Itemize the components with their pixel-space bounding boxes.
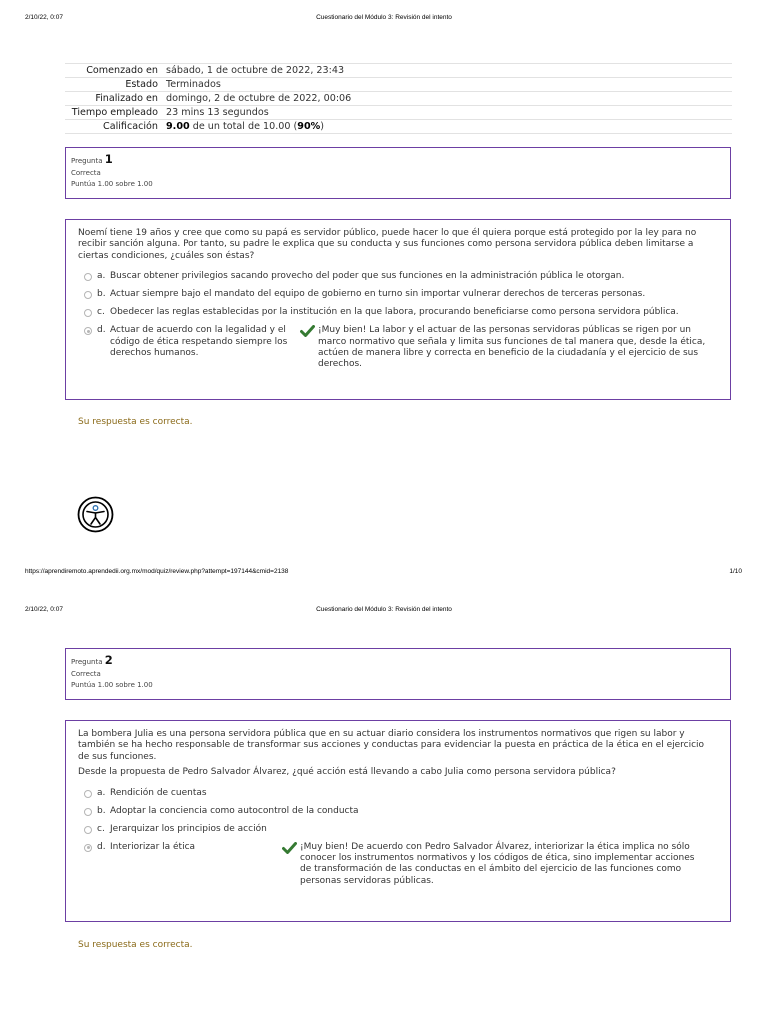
- option-text: Adoptar la conciencia como autocontrol de la conducta: [110, 805, 359, 816]
- question-grade: Puntúa 1.00 sobre 1.00: [71, 180, 153, 188]
- option-feedback: ¡Muy bien! La labor y el actuar de las personas servidoras públicas se rigen por un marco normativo que señala y limita sus funciones de tal manera que, desde la ética, actúen de manera libre y correcta en beneficio de la ciudadanía y el ejercicio de sus derechos.: [318, 325, 706, 370]
- summary-label: Estado: [125, 79, 158, 90]
- question-1-content: [65, 219, 731, 400]
- answer-options: [78, 271, 718, 371]
- question-text-paragraph: Desde la propuesta de Pedro Salvador Álvarez, ¿qué acción está llevando a cabo Julia como persona servidora pública?: [78, 767, 616, 778]
- summary-row: [65, 92, 732, 106]
- answer-option-a[interactable]: [78, 271, 718, 289]
- checkmark-icon: [296, 325, 318, 339]
- answer-option-d[interactable]: [78, 325, 718, 371]
- radio-button[interactable]: [84, 273, 92, 281]
- grade-score: 9.00: [166, 121, 190, 132]
- print-date: 2/10/22, 0:07: [25, 606, 63, 613]
- print-page-number: 1/10: [729, 568, 742, 575]
- result-text: Su respuesta es correcta.: [78, 940, 193, 950]
- question-text: [78, 729, 718, 779]
- answer-option-c[interactable]: [78, 307, 718, 325]
- summary-row-grade: [65, 120, 732, 134]
- option-text: Buscar obtener privilegios sacando provecho del poder que sus funciones en la administración pública le otorgan.: [110, 271, 625, 282]
- option-letter: c.: [97, 307, 105, 318]
- option-letter: c.: [97, 823, 105, 834]
- question-2-content: [65, 720, 731, 922]
- question-2-info: [65, 648, 731, 700]
- question-grade: Puntúa 1.00 sobre 1.00: [71, 681, 153, 689]
- radio-button[interactable]: [84, 826, 92, 834]
- grade-middle: de un total de 10.00 (: [192, 121, 298, 132]
- option-text: Actuar siempre bajo el mandato del equipo de gobierno en turno sin importar vulnerar derechos de terceras personas.: [110, 289, 646, 300]
- option-text: Jerarquizar los principios de acción: [110, 823, 267, 834]
- option-letter: d.: [97, 325, 106, 336]
- print-url: https://aprendiremoto.aprendedii.org.mx/mod/quiz/review.php?attempt=197144&cmid=2138: [25, 568, 289, 575]
- question-state: Correcta: [71, 169, 101, 177]
- radio-button[interactable]: [84, 790, 92, 798]
- question-1-info: [65, 147, 731, 199]
- question-number-value: 2: [104, 653, 113, 667]
- option-letter: b.: [97, 805, 106, 816]
- summary-label: Finalizado en: [95, 93, 158, 104]
- grade-end: ): [320, 121, 324, 132]
- question-number: [71, 653, 725, 667]
- option-letter: a.: [97, 787, 106, 798]
- attempt-summary-table: [65, 63, 732, 134]
- summary-value: sábado, 1 de octubre de 2022, 23:43: [166, 65, 345, 76]
- option-feedback: ¡Muy bien! De acuerdo con Pedro Salvador Álvarez, interiorizar la ética implica no sólo conocer los instrumentos normativos y los códigos de ética, sino implementar acciones de transformación de las conductas en el ámbito del ejercicio de las funciones como personas servidoras públicas.: [300, 841, 695, 886]
- radio-button[interactable]: [84, 309, 92, 317]
- option-letter: d.: [97, 841, 106, 852]
- checkmark-icon: [278, 842, 300, 856]
- question-number-value: 1: [104, 152, 113, 166]
- answer-option-d[interactable]: [78, 842, 718, 888]
- option-text: Interiorizar la ética: [110, 841, 196, 852]
- summary-row: [65, 64, 732, 78]
- option-letter: a.: [97, 271, 106, 282]
- summary-row: [65, 106, 732, 120]
- question-text-paragraph: La bombera Julia es una persona servidora pública que en su actuar diario considera los instrumentos normativos que rigen su labor y también se ha hecho responsable de transformar sus acciones y conductas para evidenciar la puesta en práctica de la ética en el ejercicio de sus funciones.: [78, 729, 705, 762]
- grade-value: [163, 120, 732, 134]
- option-text: Obedecer las reglas establecidas por la institución en la que labora, procurando beneficiarse como persona servidora pública.: [110, 307, 679, 318]
- option-letter: b.: [97, 289, 106, 300]
- question-number: [71, 152, 725, 166]
- answer-option-a[interactable]: [78, 788, 718, 806]
- option-text: Rendición de cuentas: [110, 787, 207, 798]
- answer-option-b[interactable]: [78, 806, 718, 824]
- question-state: Correcta: [71, 670, 101, 678]
- print-title: Cuestionario del Módulo 3: Revisión del intento: [316, 14, 452, 21]
- grade-label: Calificación: [103, 121, 158, 132]
- radio-button[interactable]: [84, 808, 92, 816]
- answer-option-c[interactable]: [78, 824, 718, 842]
- grade-percent: 90%: [297, 121, 321, 132]
- summary-value: 23 mins 13 segundos: [166, 107, 269, 118]
- radio-button-selected[interactable]: [84, 327, 92, 335]
- radio-button-selected[interactable]: [84, 844, 92, 852]
- summary-label: Tiempo empleado: [71, 107, 158, 118]
- summary-row: [65, 78, 732, 92]
- print-header: [0, 14, 768, 28]
- print-title: Cuestionario del Módulo 3: Revisión del intento: [316, 606, 452, 613]
- result-text: Su respuesta es correcta.: [78, 417, 193, 427]
- question-prefix: Pregunta: [71, 658, 103, 666]
- radio-button[interactable]: [84, 291, 92, 299]
- question-prefix: Pregunta: [71, 157, 103, 165]
- summary-value: domingo, 2 de octubre de 2022, 00:06: [166, 93, 352, 104]
- print-header: [0, 606, 768, 620]
- answer-option-b[interactable]: [78, 289, 718, 307]
- option-text: Actuar de acuerdo con la legalidad y el código de ética respetando siempre los derechos humanos.: [110, 325, 288, 359]
- accessibility-person-icon[interactable]: [77, 496, 114, 533]
- summary-value: Terminados: [166, 79, 221, 90]
- question-text-paragraph: Noemí tiene 19 años y cree que como su papá es servidor público, puede hacer lo que él quiera porque está protegido por la ley para no recibir sanción alguna. Por tanto, su padre le explica que su conducta y sus funciones como persona servidora pública deben limitarse a ciertas condiciones, ¿cuáles son éstas?: [78, 228, 697, 261]
- question-text: [78, 228, 718, 262]
- print-footer: [0, 568, 768, 580]
- answer-options: [78, 788, 718, 888]
- print-date: 2/10/22, 0:07: [25, 14, 63, 21]
- summary-label: Comenzado en: [86, 65, 158, 76]
